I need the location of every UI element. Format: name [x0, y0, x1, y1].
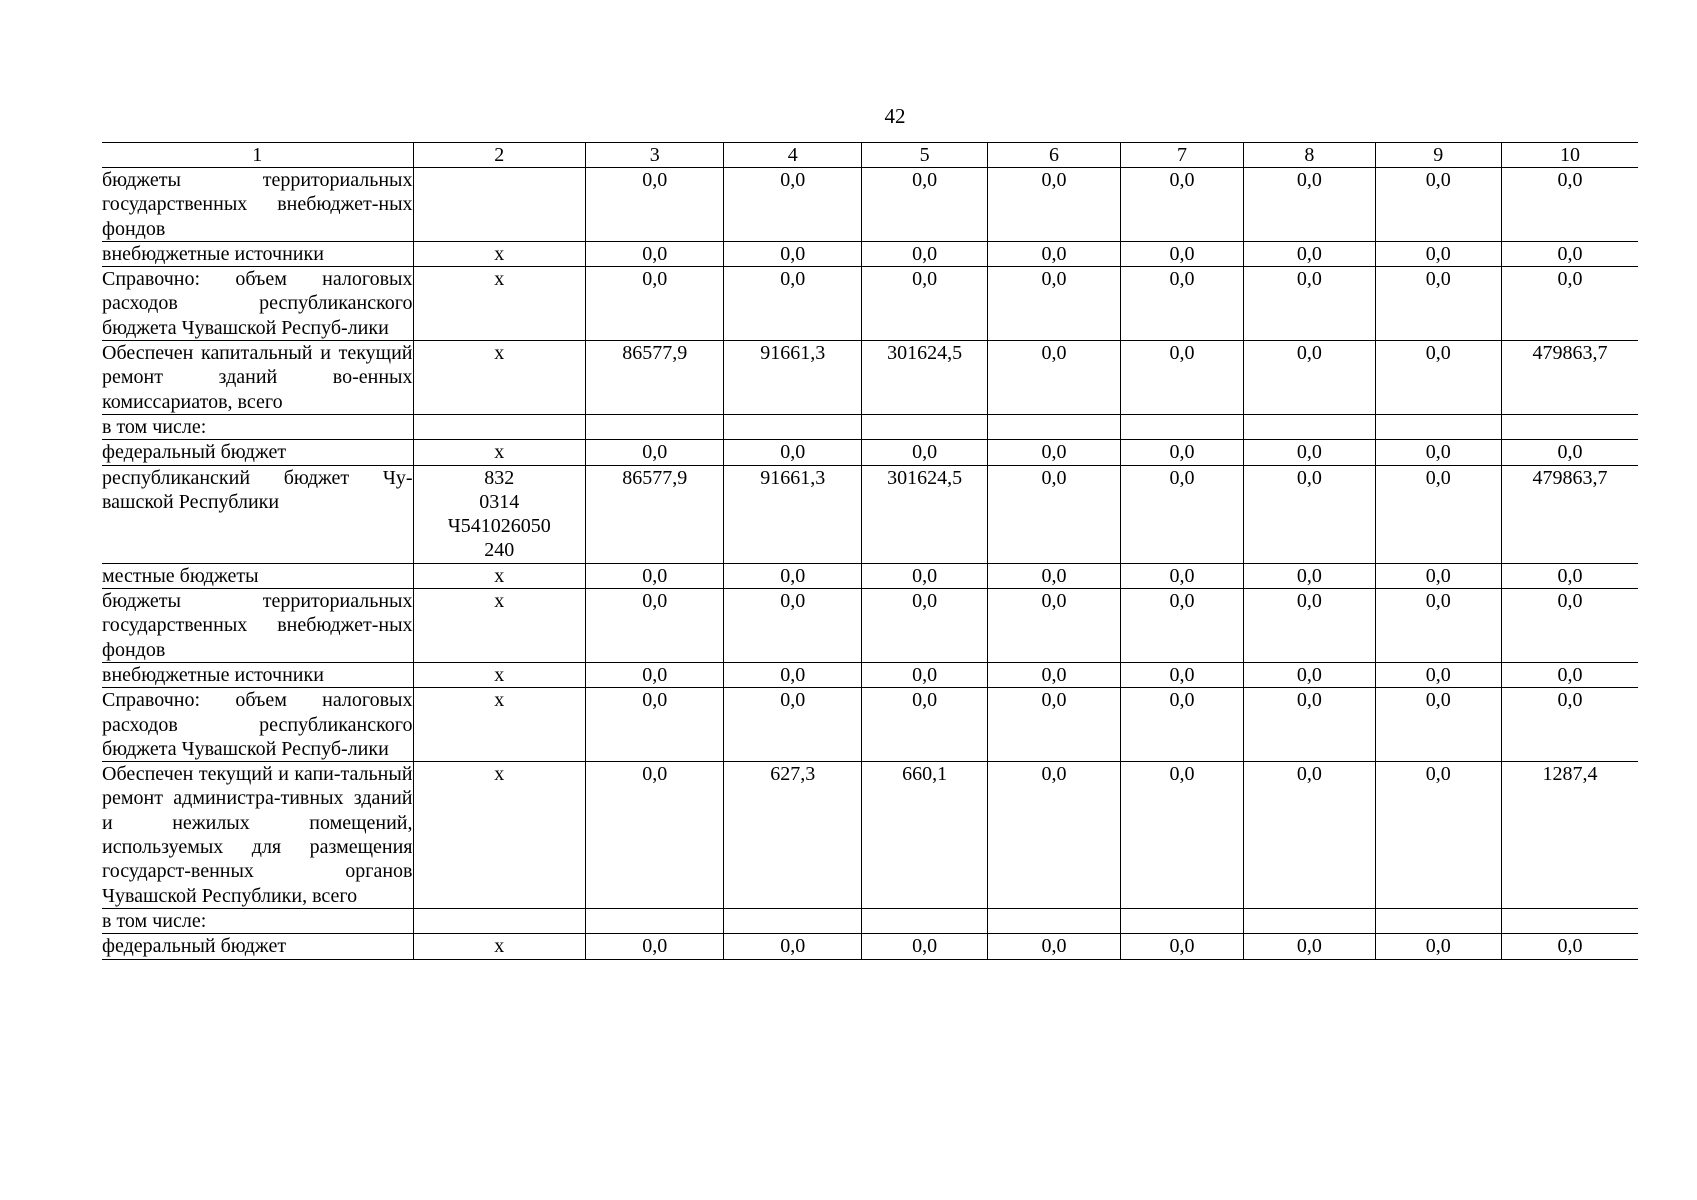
value-cell-col-7	[1120, 908, 1243, 933]
value-cell-col-8: 0,0	[1244, 440, 1375, 465]
value-cell-col-10: 0,0	[1501, 440, 1638, 465]
value-cell-col-5: 0,0	[861, 440, 987, 465]
value-cell-col-5	[861, 414, 987, 439]
value-cell-col-4: 0,0	[724, 688, 861, 762]
budget-code-cell: x	[413, 662, 586, 687]
row-label: федеральный бюджет	[102, 440, 413, 465]
value-cell-col-4: 0,0	[724, 168, 861, 242]
table-row	[102, 241, 1638, 266]
value-cell-col-9: 0,0	[1375, 662, 1501, 687]
value-cell-col-7: 0,0	[1120, 934, 1243, 959]
value-cell-col-6: 0,0	[988, 267, 1120, 341]
table-row	[102, 267, 1638, 341]
value-cell-col-7: 0,0	[1120, 662, 1243, 687]
value-cell-col-3: 0,0	[586, 267, 724, 341]
value-cell-col-5: 301624,5	[861, 465, 987, 563]
column-header-10: 10	[1501, 143, 1638, 168]
value-cell-col-6: 0,0	[988, 589, 1120, 663]
column-header-1: 1	[102, 143, 413, 168]
column-header-6: 6	[988, 143, 1120, 168]
value-cell-col-7: 0,0	[1120, 168, 1243, 242]
column-header-9: 9	[1375, 143, 1501, 168]
value-cell-col-4: 0,0	[724, 662, 861, 687]
value-cell-col-10: 0,0	[1501, 267, 1638, 341]
row-label: Обеспечен капитальный и текущий ремонт зданий во-енных комиссариатов, всего	[102, 342, 413, 413]
budget-code-cell: x	[413, 762, 586, 909]
value-cell-col-3: 0,0	[586, 688, 724, 762]
value-cell-col-9	[1375, 414, 1501, 439]
value-cell-col-9: 0,0	[1375, 934, 1501, 959]
value-cell-col-8: 0,0	[1244, 267, 1375, 341]
value-cell-col-8: 0,0	[1244, 241, 1375, 266]
value-cell-col-4: 0,0	[724, 241, 861, 266]
budget-table	[102, 142, 1638, 960]
value-cell-col-6: 0,0	[988, 440, 1120, 465]
value-cell-col-8: 0,0	[1244, 662, 1375, 687]
value-cell-col-5: 660,1	[861, 762, 987, 909]
value-cell-col-8: 0,0	[1244, 688, 1375, 762]
value-cell-col-3: 86577,9	[586, 465, 724, 563]
value-cell-col-3	[586, 908, 724, 933]
value-cell-col-6: 0,0	[988, 762, 1120, 909]
value-cell-col-10: 0,0	[1501, 688, 1638, 762]
value-cell-col-10: 0,0	[1501, 241, 1638, 266]
table-row	[102, 688, 1638, 762]
column-header-5: 5	[861, 143, 987, 168]
value-cell-col-4: 0,0	[724, 440, 861, 465]
value-cell-col-6: 0,0	[988, 465, 1120, 563]
value-cell-col-7: 0,0	[1120, 762, 1243, 909]
value-cell-col-10: 479863,7	[1501, 465, 1638, 563]
value-cell-col-5: 301624,5	[861, 341, 987, 415]
value-cell-col-7: 0,0	[1120, 563, 1243, 588]
row-label: внебюджетные источники	[102, 662, 413, 687]
page-number: 42	[884, 104, 906, 128]
row-label: бюджеты территориальных государственных внебюджет-ных фондов	[102, 590, 413, 661]
value-cell-col-4: 0,0	[724, 563, 861, 588]
value-cell-col-10	[1501, 908, 1638, 933]
value-cell-col-10: 1287,4	[1501, 762, 1638, 909]
value-cell-col-9: 0,0	[1375, 688, 1501, 762]
budget-code-cell	[413, 168, 586, 242]
column-header-7: 7	[1120, 143, 1243, 168]
value-cell-col-3: 0,0	[586, 241, 724, 266]
value-cell-col-6: 0,0	[988, 563, 1120, 588]
value-cell-col-8	[1244, 908, 1375, 933]
value-cell-col-9: 0,0	[1375, 440, 1501, 465]
row-label: бюджеты территориальных государственных внебюджет-ных фондов	[102, 169, 413, 240]
row-label: внебюджетные источники	[102, 241, 413, 266]
value-cell-col-7: 0,0	[1120, 341, 1243, 415]
value-cell-col-4: 91661,3	[724, 465, 861, 563]
row-label: в том числе:	[102, 908, 413, 933]
row-label: федеральный бюджет	[102, 934, 413, 959]
value-cell-col-5: 0,0	[861, 563, 987, 588]
budget-code-cell	[413, 908, 586, 933]
value-cell-col-3: 0,0	[586, 762, 724, 909]
value-cell-col-6	[988, 414, 1120, 439]
value-cell-col-9: 0,0	[1375, 589, 1501, 663]
value-cell-col-8: 0,0	[1244, 341, 1375, 415]
value-cell-col-7: 0,0	[1120, 267, 1243, 341]
value-cell-col-4: 0,0	[724, 589, 861, 663]
value-cell-col-6: 0,0	[988, 168, 1120, 242]
value-cell-col-3: 86577,9	[586, 341, 724, 415]
budget-code-cell: x	[413, 563, 586, 588]
value-cell-col-3: 0,0	[586, 934, 724, 959]
table-body	[102, 168, 1638, 960]
value-cell-col-4: 627,3	[724, 762, 861, 909]
value-cell-col-5: 0,0	[861, 688, 987, 762]
value-cell-col-8: 0,0	[1244, 589, 1375, 663]
value-cell-col-9	[1375, 908, 1501, 933]
value-cell-col-10: 0,0	[1501, 563, 1638, 588]
value-cell-col-3: 0,0	[586, 589, 724, 663]
value-cell-col-9: 0,0	[1375, 168, 1501, 242]
table-row	[102, 908, 1638, 933]
column-header-8: 8	[1244, 143, 1375, 168]
row-label: в том числе:	[102, 414, 413, 439]
value-cell-col-10	[1501, 414, 1638, 439]
table-row	[102, 414, 1638, 439]
value-cell-col-9: 0,0	[1375, 563, 1501, 588]
value-cell-col-8: 0,0	[1244, 563, 1375, 588]
value-cell-col-5: 0,0	[861, 241, 987, 266]
value-cell-col-5	[861, 908, 987, 933]
row-label: Справочно: объем налоговых расходов республиканского бюджета Чувашской Респуб-лики	[102, 268, 413, 339]
table-row	[102, 662, 1638, 687]
value-cell-col-5: 0,0	[861, 168, 987, 242]
value-cell-col-10: 0,0	[1501, 934, 1638, 959]
value-cell-col-6: 0,0	[988, 934, 1120, 959]
value-cell-col-10: 0,0	[1501, 662, 1638, 687]
column-header-2: 2	[413, 143, 586, 168]
table-header	[102, 143, 1638, 168]
value-cell-col-6: 0,0	[988, 241, 1120, 266]
table-row	[102, 563, 1638, 588]
row-label: республиканский бюджет Чу-вашской Республики	[102, 465, 413, 563]
table-row	[102, 168, 1638, 242]
budget-code-cell: x	[413, 241, 586, 266]
value-cell-col-4	[724, 414, 861, 439]
value-cell-col-7: 0,0	[1120, 465, 1243, 563]
value-cell-col-3: 0,0	[586, 440, 724, 465]
value-cell-col-7: 0,0	[1120, 688, 1243, 762]
value-cell-col-9: 0,0	[1375, 267, 1501, 341]
value-cell-col-8: 0,0	[1244, 465, 1375, 563]
value-cell-col-4: 0,0	[724, 934, 861, 959]
value-cell-col-5: 0,0	[861, 934, 987, 959]
budget-code-cell: x	[413, 267, 586, 341]
value-cell-col-3: 0,0	[586, 168, 724, 242]
budget-code-cell: 832 0314 Ч541026050 240	[413, 465, 586, 563]
column-header-4: 4	[724, 143, 861, 168]
column-header-3: 3	[586, 143, 724, 168]
table-row	[102, 465, 1638, 563]
budget-code-cell: x	[413, 341, 586, 415]
value-cell-col-6: 0,0	[988, 662, 1120, 687]
value-cell-col-7: 0,0	[1120, 241, 1243, 266]
row-label: Справочно: объем налоговых расходов республиканского бюджета Чувашской Респуб-лики	[102, 689, 413, 760]
value-cell-col-6: 0,0	[988, 341, 1120, 415]
value-cell-col-3	[586, 414, 724, 439]
value-cell-col-5: 0,0	[861, 267, 987, 341]
budget-code-cell: x	[413, 589, 586, 663]
value-cell-col-7: 0,0	[1120, 589, 1243, 663]
value-cell-col-6	[988, 908, 1120, 933]
table-row	[102, 440, 1638, 465]
table-row	[102, 934, 1638, 959]
value-cell-col-8: 0,0	[1244, 168, 1375, 242]
value-cell-col-5: 0,0	[861, 589, 987, 663]
value-cell-col-9: 0,0	[1375, 465, 1501, 563]
value-cell-col-8: 0,0	[1244, 762, 1375, 909]
value-cell-col-9: 0,0	[1375, 762, 1501, 909]
header-row	[102, 143, 1638, 168]
table-row	[102, 589, 1638, 663]
value-cell-col-3: 0,0	[586, 662, 724, 687]
value-cell-col-4	[724, 908, 861, 933]
row-label: Обеспечен текущий и капи-тальный ремонт администра-тивных зданий и нежилых помещений, используемых для размещения государст-венных органов Чувашской Республики, всего	[102, 763, 413, 907]
value-cell-col-7	[1120, 414, 1243, 439]
value-cell-col-4: 91661,3	[724, 341, 861, 415]
value-cell-col-8: 0,0	[1244, 934, 1375, 959]
value-cell-col-10: 0,0	[1501, 168, 1638, 242]
table-row	[102, 341, 1638, 415]
budget-code-cell	[413, 414, 586, 439]
value-cell-col-9: 0,0	[1375, 241, 1501, 266]
value-cell-col-4: 0,0	[724, 267, 861, 341]
budget-code-cell: x	[413, 688, 586, 762]
value-cell-col-7: 0,0	[1120, 440, 1243, 465]
value-cell-col-3: 0,0	[586, 563, 724, 588]
value-cell-col-6: 0,0	[988, 688, 1120, 762]
value-cell-col-9: 0,0	[1375, 341, 1501, 415]
value-cell-col-5: 0,0	[861, 662, 987, 687]
value-cell-col-10: 0,0	[1501, 589, 1638, 663]
value-cell-col-10: 479863,7	[1501, 341, 1638, 415]
row-label: местные бюджеты	[102, 563, 413, 588]
budget-code-cell: x	[413, 934, 586, 959]
value-cell-col-8	[1244, 414, 1375, 439]
table-row	[102, 762, 1638, 909]
budget-code-cell: x	[413, 440, 586, 465]
